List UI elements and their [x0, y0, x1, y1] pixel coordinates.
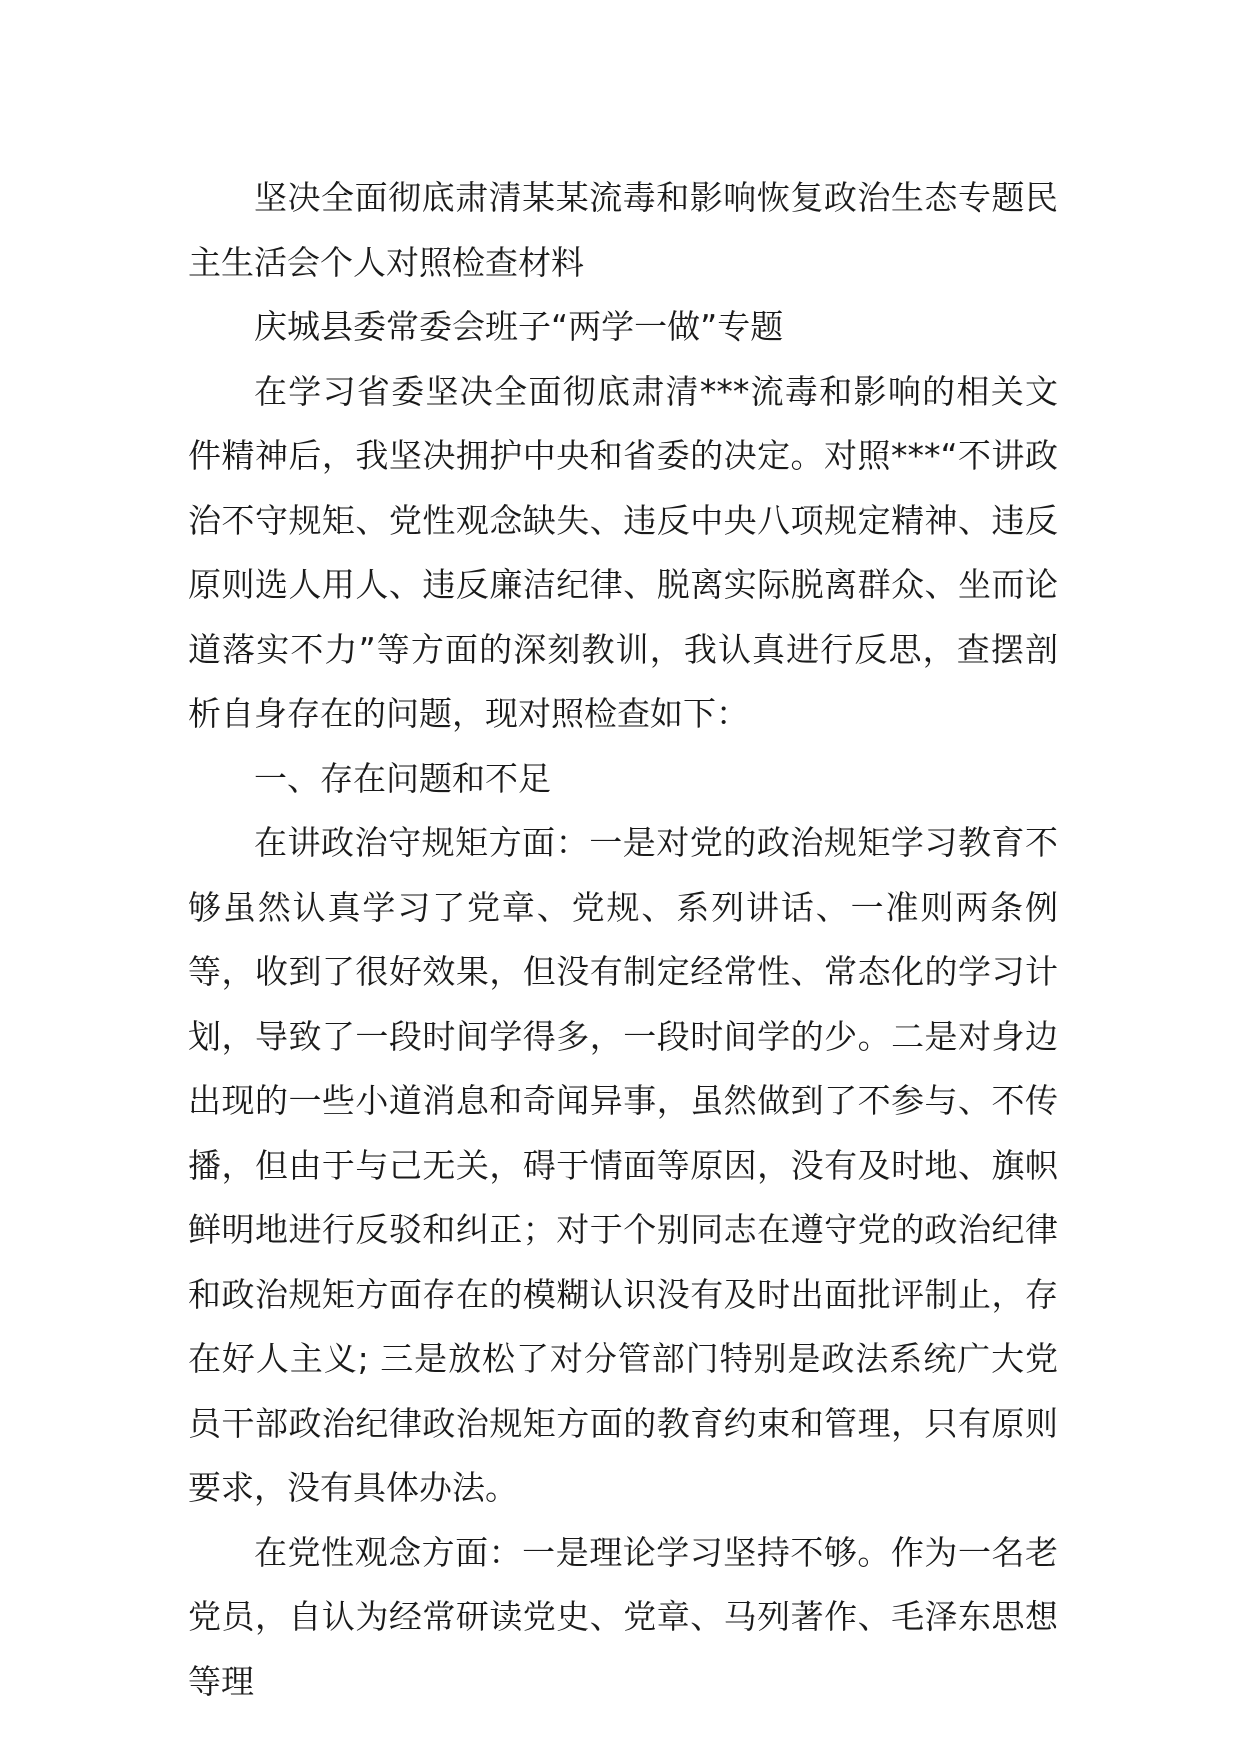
paragraph-party-spirit: 在党性观念方面：一是理论学习坚持不够。作为一名老党员，自认为经常研读党史、党章、马列著作、毛泽东思想等理 — [188, 1532, 1058, 1701]
document-body — [188, 166, 1058, 1714]
paragraph-intro: 在学习省委坚决全面彻底肃清***流毒和影响的相关文件精神后，我坚决拥护中央和省委的决定。对照***“不讲政治不守规矩、党性观念缺失、违反中央八项规定精神、违反原则选人用人、违反廉洁纪律、脱离实际脱离群众、坐而论道落实不力”等方面的深刻教训，我认真进行反思，查摆剖析自身存在的问题，现对照检查如下： — [188, 371, 1058, 733]
paragraph-political-rules: 在讲政治守规矩方面：一是对党的政治规矩学习教育不够虽然认真学习了党章、党规、系列讲话、一准则两条例等，收到了很好效果，但没有制定经常性、常态化的学习计划，导致了一段时间学得多，一段时间学的少。二是对身边出现的一些小道消息和奇闻异事，虽然做到了不参与、不传播，但由于与己无关，碍于情面等原因，没有及时地、旗帜鲜明地进行反驳和纠正；对于个别同志在遵守党的政治纪律和政治规矩方面存在的模糊认识没有及时出面批评制止，存在好人主义; 三是放松了对分管部门特别是政法系统广大党员干部政治纪律政治规矩方面的教育约束和管理，只有原则要求，没有具体办法。 — [188, 823, 1058, 1507]
section-heading: 一、存在问题和不足 — [254, 758, 551, 798]
document-title: 坚决全面彻底肃清某某流毒和影响恢复政治生态专题民主生活会个人对照检查材料 — [188, 178, 1058, 282]
document-subtitle: 庆城县委常委会班子“两学一做”专题 — [254, 307, 784, 346]
